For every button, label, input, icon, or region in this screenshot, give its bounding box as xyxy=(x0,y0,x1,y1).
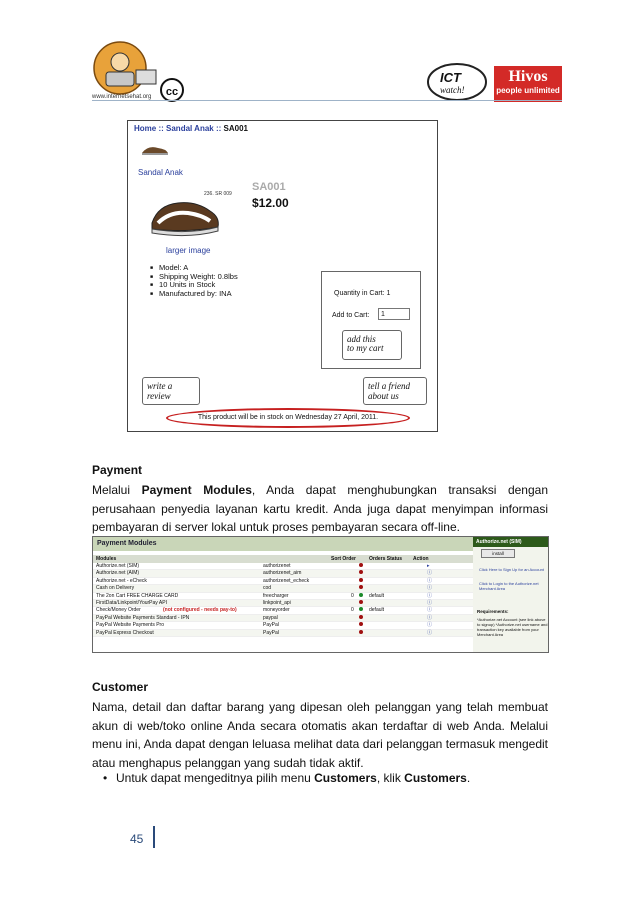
module-code: authorizenet_aim xyxy=(263,570,302,577)
module-code: linkpoint_api xyxy=(263,599,291,606)
header-divider xyxy=(92,100,562,101)
svg-text:236. SR 009: 236. SR 009 xyxy=(204,191,232,197)
payment-para-start: Melalui xyxy=(92,483,142,497)
table-row[interactable] xyxy=(93,615,473,622)
table-row[interactable] xyxy=(93,578,473,585)
table-row[interactable] xyxy=(93,622,473,629)
signup-link[interactable]: Click Here to Sign Up for an Account xyxy=(479,567,544,572)
bullet-icon: • xyxy=(103,771,108,785)
stock-notice: This product will be in stock on Wednesday 27 April, 2011. xyxy=(166,408,410,428)
larger-image-link[interactable]: larger image xyxy=(166,246,211,255)
site-url: www.internetsehat.org xyxy=(92,94,152,100)
instr-bold2: Customers xyxy=(404,771,467,785)
status-dot-icon xyxy=(359,593,363,599)
module-note: (not configured - needs pay-to) xyxy=(163,607,237,614)
module-code: freecharger xyxy=(263,592,289,599)
info-icon[interactable]: ⓘ xyxy=(427,607,433,614)
module-code: PayPal xyxy=(263,629,279,636)
category-thumbnail[interactable] xyxy=(140,143,170,157)
module-name: Authorize.net (SIM) xyxy=(96,563,140,569)
breadcrumb-item: SA001 xyxy=(223,124,248,133)
requirements-label: Requirements: xyxy=(477,609,509,614)
hivos-logo xyxy=(494,66,562,102)
cart-box xyxy=(321,271,421,369)
breadcrumb-home[interactable]: Home :: xyxy=(134,124,164,133)
module-name: Authorize.net (AIM) xyxy=(96,570,140,577)
payment-para-bold: Payment Modules xyxy=(141,483,252,497)
module-sort: 0 xyxy=(351,592,354,599)
spec-item: ■ Manufactured by: INA xyxy=(150,290,238,299)
payment-modules-rows xyxy=(93,563,473,637)
info-icon[interactable]: ⓘ xyxy=(427,614,433,621)
module-name: The 2on Cart FREE CHARGE CARD xyxy=(96,592,179,599)
module-info-title: Authorize.net (SIM) xyxy=(473,537,549,547)
info-icon[interactable]: ⓘ xyxy=(427,592,433,599)
module-name: Authorize.net - eCheck xyxy=(96,577,147,584)
hivos-name: Hivos xyxy=(508,68,548,85)
add-button-line2: to my cart xyxy=(347,343,384,353)
spec-item: ■ 10 Units in Stock xyxy=(150,281,238,290)
customer-heading: Customer xyxy=(92,680,149,694)
info-icon[interactable]: ⓘ xyxy=(427,577,433,584)
watch-text: watch! xyxy=(440,85,465,95)
instr-end: . xyxy=(466,771,471,785)
status-dot-icon xyxy=(359,585,363,591)
add-button-line1: add this xyxy=(347,334,376,344)
add-to-cart-label: Add to Cart: xyxy=(332,312,370,319)
page-number: 45 xyxy=(130,832,144,846)
product-screenshot xyxy=(127,120,438,432)
table-row[interactable] xyxy=(93,585,473,592)
instr-mid: , klik xyxy=(376,771,405,785)
category-name[interactable]: Sandal Anak xyxy=(138,168,183,177)
spec-item: ■ Model: A xyxy=(150,264,238,273)
table-row[interactable] xyxy=(93,607,473,614)
module-sort: 0 xyxy=(351,607,354,614)
info-icon[interactable]: ⓘ xyxy=(427,629,433,636)
friend-line1: tell a friend xyxy=(368,381,410,391)
install-button[interactable]: install xyxy=(481,549,515,558)
module-name: PayPal Express Checkout xyxy=(96,629,154,636)
info-icon[interactable]: ⓘ xyxy=(427,622,433,629)
info-icon[interactable]: ⓘ xyxy=(427,599,433,606)
requirements-text: *Authorize.net Account (see link above to signup) *Authorize.net username and transaction key available from your Merchant Area xyxy=(477,617,548,637)
instr-bold1: Customers xyxy=(314,771,377,785)
review-line1: write a xyxy=(147,381,173,391)
module-info-panel xyxy=(473,537,549,653)
breadcrumb xyxy=(134,124,248,133)
col-action: Action xyxy=(413,556,429,562)
module-code: PayPal xyxy=(263,622,279,629)
status-dot-icon xyxy=(359,615,363,621)
col-status: Orders Status xyxy=(369,556,403,562)
module-name: FirstData/Linkpoint/YourPay API xyxy=(96,599,167,606)
payment-modules-title: Payment Modules xyxy=(93,537,473,551)
quantity-in-cart: Quantity in Cart: 1 xyxy=(334,290,391,297)
breadcrumb-category[interactable]: Sandal Anak :: xyxy=(166,124,222,133)
status-dot-icon xyxy=(359,578,363,584)
quantity-input[interactable]: 1 xyxy=(378,308,410,320)
ict-text: ICT xyxy=(440,70,461,85)
info-icon[interactable]: ⓘ xyxy=(427,585,433,592)
col-modules: Modules xyxy=(96,556,117,562)
page-number-rule xyxy=(153,826,155,848)
table-row[interactable] xyxy=(93,593,473,600)
creative-commons-icon: cc xyxy=(160,78,184,102)
add-to-cart-button[interactable] xyxy=(342,330,402,360)
module-name: PayPal Website Payments Standard - IPN xyxy=(96,614,190,621)
table-row[interactable] xyxy=(93,563,473,570)
status-dot-icon xyxy=(359,630,363,636)
module-code: authorizenet_echeck xyxy=(263,577,310,584)
status-dot-icon xyxy=(359,622,363,628)
info-icon[interactable]: ⓘ xyxy=(427,570,433,577)
payment-paragraph xyxy=(92,481,548,537)
tell-a-friend-button[interactable] xyxy=(363,377,427,405)
table-row[interactable] xyxy=(93,600,473,607)
payment-heading: Payment xyxy=(92,463,143,477)
login-link[interactable]: Click to Login to the Authorize.net Merchant Area xyxy=(479,581,539,591)
module-code: moneyorder xyxy=(263,607,290,614)
status-dot-icon xyxy=(359,600,363,606)
module-code: authorizenet xyxy=(263,563,291,569)
model-code: SA001 xyxy=(252,181,286,193)
product-image[interactable] xyxy=(148,183,234,241)
payment-modules-header xyxy=(93,555,473,563)
friend-line2: about us xyxy=(368,391,399,401)
module-status: default xyxy=(369,592,385,599)
status-dot-icon xyxy=(359,563,363,569)
table-row[interactable] xyxy=(93,630,473,637)
ict-watch-logo xyxy=(426,62,488,102)
hivos-tagline: people unlimited xyxy=(496,86,560,95)
write-review-button[interactable] xyxy=(142,377,200,405)
module-name: Cash on Delivery xyxy=(96,585,135,592)
payment-modules-screenshot xyxy=(92,536,549,653)
customer-paragraph: Nama, detail dan daftar barang yang dipesan oleh pelanggan yang telah membuat akun di web/toko online Anda secara otomatis akan terdaftar di web Anda. Melalui menu ini, Anda dapat dengan leluasa melihat data dari pelanggan termasuk mengedit atau menghapus pelanggan yang sudah tidak aktif. xyxy=(92,700,548,770)
table-row[interactable] xyxy=(93,570,473,577)
product-specs xyxy=(150,264,238,299)
module-status: default xyxy=(369,607,385,614)
module-name: Check/Money Order xyxy=(96,607,141,614)
col-sort: Sort Order xyxy=(331,556,357,562)
module-code: paypal xyxy=(263,614,278,621)
customer-instruction xyxy=(116,769,470,787)
payment-para-rest: , Anda dapat menghubungkan transaksi dengan perusahaan penyedia layanan kartu kredit. Anda juga dapat menyimpan informasi pembayaran di server lokal untuk proses pembayaran secara off-line. xyxy=(92,483,548,534)
product-price: $12.00 xyxy=(252,196,289,210)
instr-start: Untuk dapat mengeditnya pilih menu xyxy=(116,771,315,785)
module-code: cod xyxy=(263,585,272,592)
review-line2: review xyxy=(147,391,171,401)
module-name: PayPal Website Payments Pro xyxy=(96,622,164,629)
spec-item: ■ Shipping Weight: 0.8lbs xyxy=(150,273,238,282)
status-dot-icon xyxy=(359,570,363,576)
status-dot-icon xyxy=(359,607,363,613)
arrow-right-icon[interactable]: ▸ xyxy=(427,563,430,569)
